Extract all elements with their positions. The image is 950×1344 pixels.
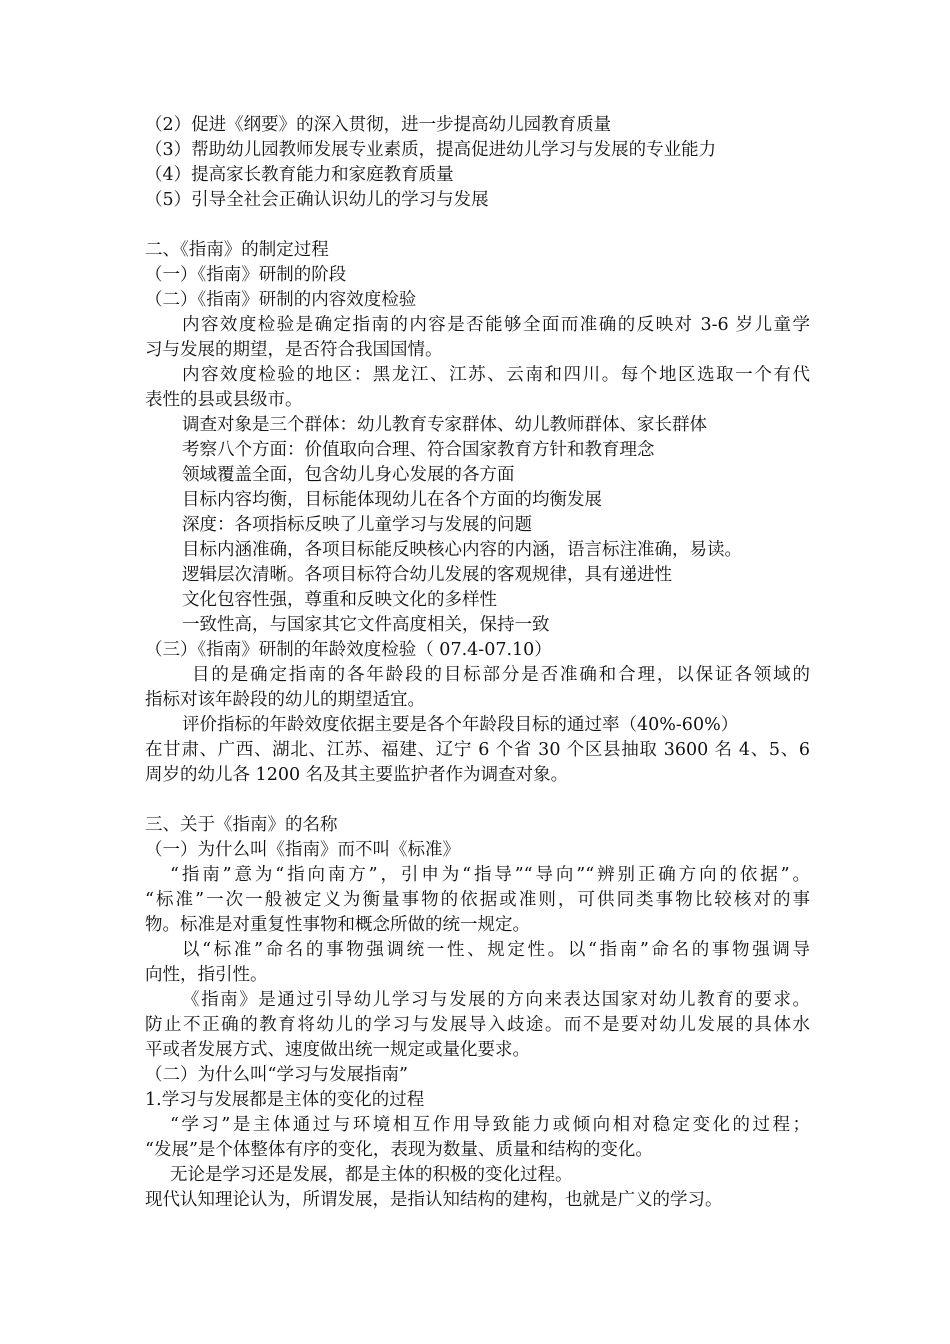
paragraph-line: 平或者发展方式、速度做出统一规定或量化要求。	[145, 1040, 530, 1060]
paragraph-line: 调查对象是三个群体：幼儿教育专家群体、幼儿教师群体、家长群体	[182, 415, 707, 435]
subsection-heading-2-3: （三）《指南》研制的年龄效度检验（ 07.4-07.10）	[145, 640, 552, 660]
section-heading-2: 二、《指南》的制定过程	[145, 240, 329, 260]
paragraph-line: “发展”是个体整体有序的变化，表现为数量、质量和结构的变化。	[145, 1140, 653, 1160]
paragraph-line: 指标对该年龄段的幼儿的期望适宜。	[145, 690, 425, 710]
subsection-heading-3-1: （一）为什么叫《指南》而不叫《标准》	[145, 840, 460, 860]
paragraph-line: 逻辑层次清晰。各项目标符合幼儿发展的客观规律，具有递进性	[182, 565, 672, 585]
paragraph-line: “学习”是主体通过与环境相互作用导致能力或倾向相对稳定变化的过程；	[170, 1115, 810, 1135]
paragraph-line: “标准”一次一般被定义为衡量事物的依据或准则，可供同类事物比较核对的事	[145, 890, 810, 910]
paragraph-line: 表性的县或县级市。	[145, 390, 303, 410]
list-item-5: （5）引导全社会正确认识幼儿的学习与发展	[145, 190, 489, 210]
subsection-heading-2-2: （二）《指南》研制的内容效度检验	[145, 290, 417, 310]
paragraph-line: 评价指标的年龄效度依据主要是各个年龄段目标的通过率（40%-60%）	[182, 715, 739, 735]
paragraph-line: 目标内容均衡，目标能体现幼儿在各个方面的均衡发展	[182, 490, 602, 510]
list-item-4: （4）提高家长教育能力和家庭教育质量	[145, 165, 454, 185]
paragraph-line: 深度：各项指标反映了儿童学习与发展的问题	[182, 515, 532, 535]
paragraph-line: 现代认知理论认为，所谓发展，是指认知结构的建构，也就是广义的学习。	[145, 1190, 723, 1210]
paragraph-line: 目的是确定指南的各年龄段的目标部分是否准确和合理，以保证各领域的	[192, 665, 810, 685]
paragraph-line: 无论是学习还是发展，都是主体的积极的变化过程。	[170, 1165, 573, 1185]
paragraph-line: 在甘肃、广西、湖北、江苏、福建、辽宁 6 个省 30 个区县抽取 3600 名 4、5、6	[145, 740, 810, 760]
paragraph-line: 物。标准是对重复性事物和概念所做的统一规定。	[145, 915, 530, 935]
paragraph-line: 向性，指引性。	[145, 965, 268, 985]
paragraph-line: 《指南》是通过引导幼儿学习与发展的方向来表达国家对幼儿教育的要求。	[182, 990, 810, 1010]
numbered-heading-1: 1.学习与发展都是主体的变化的过程	[145, 1090, 425, 1110]
paragraph-line: 以“标准”命名的事物强调统一性、规定性。以“指南”命名的事物强调导	[182, 940, 810, 960]
paragraph-line: 领域覆盖全面，包含幼儿身心发展的各方面	[182, 465, 515, 485]
paragraph-line: 目标内涵准确，各项目标能反映核心内容的内涵，语言标注准确，易读。	[182, 540, 742, 560]
list-item-3: （3）帮助幼儿园教师发展专业素质，提高促进幼儿学习与发展的专业能力	[145, 140, 717, 160]
paragraph-line: “指南”意为“指向南方”，引申为“指导”“导向”“辨别正确方向的依据”。	[170, 865, 810, 885]
paragraph-line: 考察八个方面：价值取向合理、符合国家教育方针和教育理念	[182, 440, 655, 460]
subsection-heading-2-1: （一）《指南》研制的阶段	[145, 265, 347, 285]
paragraph-line: 文化包容性强，尊重和反映文化的多样性	[182, 590, 497, 610]
list-item-2: （2）促进《纲要》的深入贯彻，进一步提高幼儿园教育质量	[145, 115, 612, 135]
paragraph-line: 一致性高，与国家其它文件高度相关，保持一致	[182, 615, 550, 635]
paragraph-line: 防止不正确的教育将幼儿的学习与发展导入歧途。而不是要对幼儿发展的具体水	[145, 1015, 810, 1035]
section-heading-3: 三、关于《指南》的名称	[145, 815, 338, 835]
paragraph-line: 内容效度检验是确定指南的内容是否能够全面而准确的反映对 3-6 岁儿童学	[182, 315, 810, 335]
subsection-heading-3-2: （二）为什么叫“学习与发展指南”	[145, 1065, 408, 1085]
paragraph-line: 内容效度检验的地区：黑龙江、江苏、云南和四川。每个地区选取一个有代	[182, 365, 810, 385]
paragraph-line: 习与发展的期望，是否符合我国国情。	[145, 340, 443, 360]
paragraph-line: 周岁的幼儿各 1200 名及其主要监护者作为调查对象。	[145, 765, 569, 785]
